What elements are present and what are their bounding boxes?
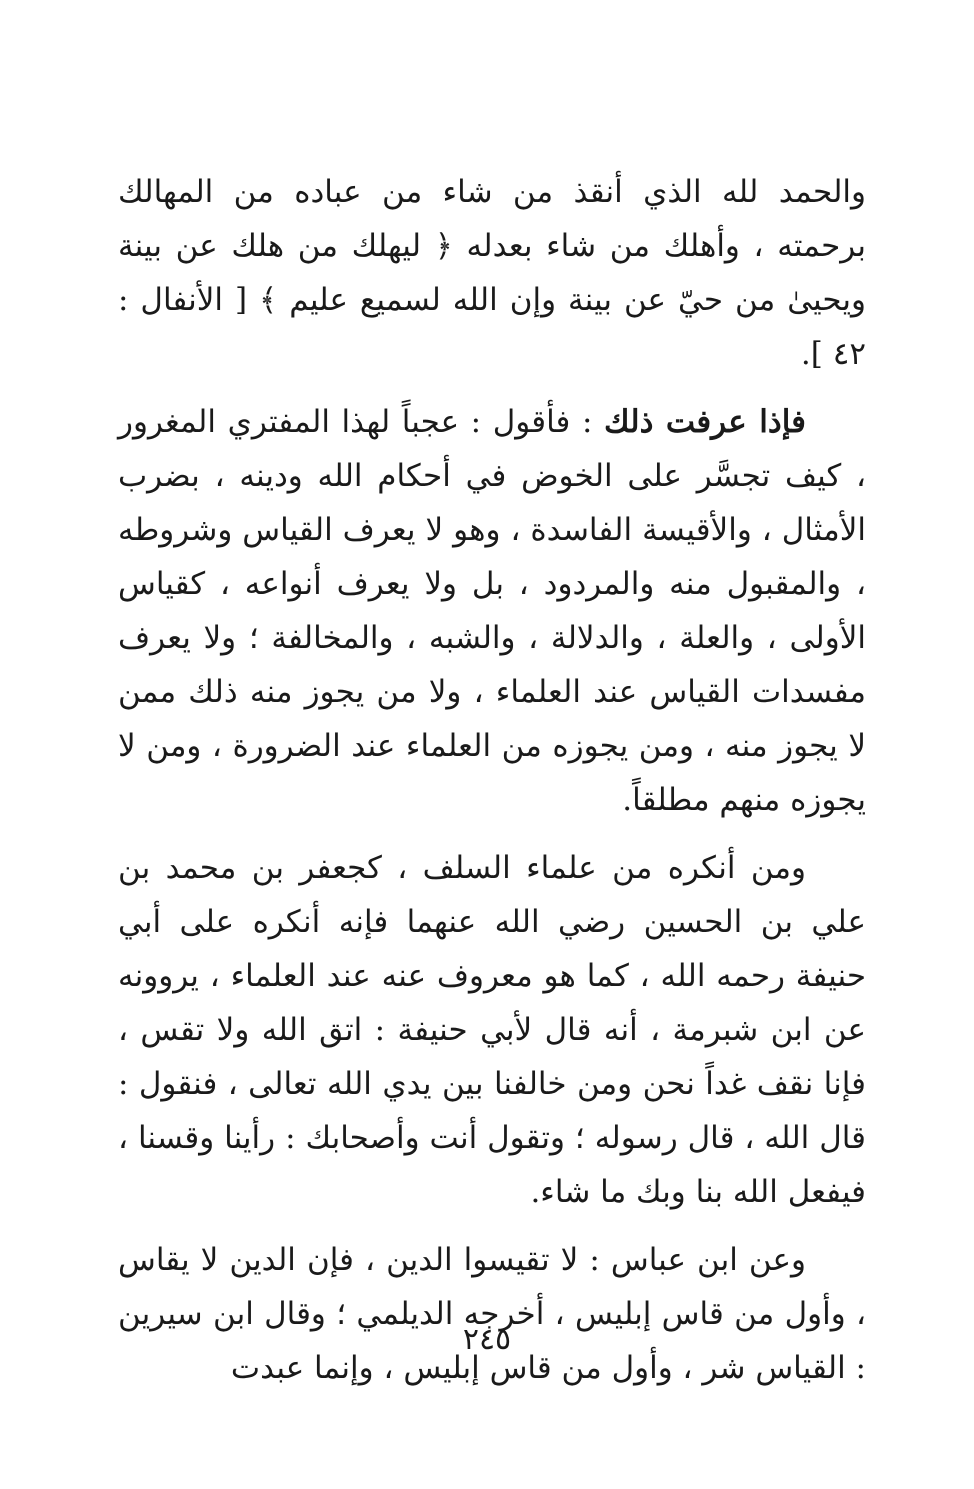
paragraph-1 <box>118 165 866 381</box>
paragraph-3 <box>118 841 866 1219</box>
paragraph-1-text: والحمد لله الذي أنقذ من شاء من عباده من المهالك برحمته ، وأهلك من شاء بعدله ﴿ ليهلك من هلك عن بينة ويحيىٰ من حيّ عن بينة وإن الله لسميع عليم ﴾ [ الأنفال : ٤٢ ]. <box>118 174 866 372</box>
paragraph-4 <box>118 1233 866 1395</box>
paragraph-2-text: : فأقول : عجباً لهذا المفتري المغرور ، كيف تجسَّر على الخوض في أحكام الله ودينه ، بضرب الأمثال ، والأقيسة الفاسدة ، وهو لا يعرف القياس وشروطه ، والمقبول منه والمردود ، بل ولا يعرف أنواعه ، كقياس الأولى ، والعلة ، والدلالة ، والشبه ، والمخالفة ؛ ولا يعرف مفسدات القياس عند العلماء ، ولا من يجوز منه ذلك ممن لا يجوز منه ، ومن يجوزه من العلماء عند الضرورة ، ومن لا يجوزه منهم مطلقاً. <box>118 404 866 818</box>
paragraph-3-text: ومن أنكره من علماء السلف ، كجعفر بن محمد بن علي بن الحسين رضي الله عنهما فإنه أنكره على أبي حنيفة رحمه الله ، كما هو معروف عنه عند العلماء ، يروونه عن ابن شبرمة ، أنه قال لأبي حنيفة : اتق الله ولا تقس ، فإنا نقف غداً نحن ومن خالفنا بين يدي الله تعالى ، فنقول : قال الله ، قال رسوله ؛ وتقول أنت وأصحابك : رأينا وقسنا ، فيفعل الله بنا وبك ما شاء. <box>118 850 866 1210</box>
paragraph-4-text: وعن ابن عباس : لا تقيسوا الدين ، فإن الدين لا يقاس ، وأول من قاس إبليس ، أخرجه الديلمي ؛ وقال ابن سيرين : القياس شر ، وأول من قاس إبليس ، وإنما عبدت <box>118 1242 866 1386</box>
paragraph-2-lead: فإذا عرفت ذلك <box>604 404 806 440</box>
page-number: ٢٤٥ <box>462 1322 512 1357</box>
paragraph-2 <box>118 395 866 827</box>
